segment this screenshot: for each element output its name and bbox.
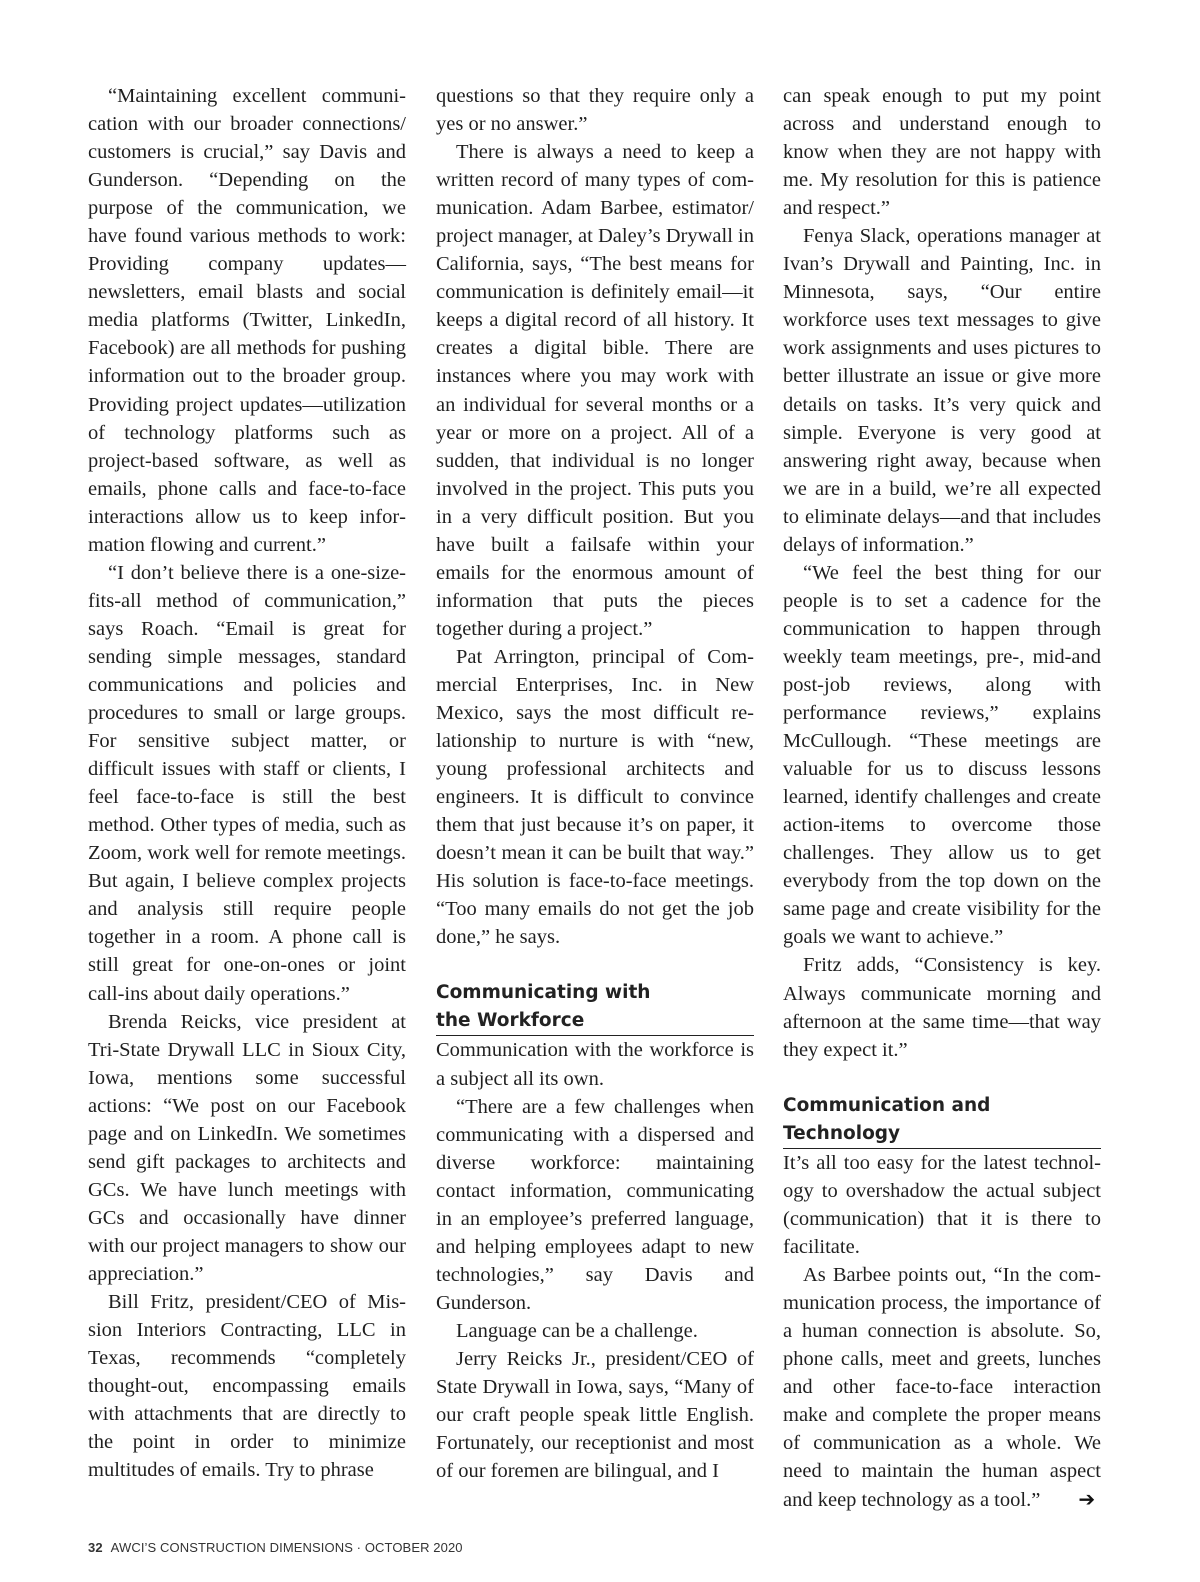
article-column-3 xyxy=(783,82,1101,1514)
paragraph: “I don’t believe there is a one-size-​fits-all method of communication,” says Roach. “Email is great for sending simple messages, standard communications and policies and procedures to small or large groups. For sensitive subject matter, or difficult issues with staff or clients, I feel face-to-face is still the best method. Other types of media, such as Zoom, work well for remote meetings. But again, I believe complex projects and analysis still require people together in a room. A phone call is still great for one-​on-ones or joint call-ins about daily operations.” xyxy=(88,561,406,1005)
right-arrow-icon: ➔ xyxy=(1078,1487,1096,1512)
section-heading-workforce xyxy=(436,979,754,1036)
paragraph: It’s all too easy for the latest technology to overshadow the actual subject (communication) that it is there to facilitate. xyxy=(783,1151,1101,1258)
paragraph: Jerry Reicks Jr., president/CEO of State Drywall in Iowa, says, “Many of our craft people speak little English. Fortunately, our receptionist and most of our foremen are bilingual, and I xyxy=(436,1347,754,1483)
page-number: 32 xyxy=(88,1540,103,1555)
paragraph: Communication with the workforce is a subject all its own. xyxy=(436,1039,754,1090)
paragraph-text: As Barbee points out, “In the communication process, the importance of a human connection is absolute. So, phone calls, meet and greets, lunches and other face-to-face interaction make and complete the proper means of communication as a whole. We need to maintain the human aspect and keep technology as a tool.” xyxy=(783,1263,1101,1512)
paragraph-with-arrow xyxy=(783,1261,1101,1514)
article-column-2 xyxy=(436,82,754,1485)
paragraph: can speak enough to put my point across and understand enough to know when they are not happy with me. My resolution for this is patience and respect.” xyxy=(783,85,1101,220)
paragraph: questions so that they require only a yes or no answer.” xyxy=(436,85,754,136)
paragraph: Brenda Reicks, vice president at Tri-State Drywall LLC in Sioux City, Iowa, mentions some successful actions: “We post on our Facebook page and on LinkedIn. We sometimes send gift packages to architects and GCs. We have lunch meetings with GCs and occasionally have dinner with our project managers to show our appreciation.” xyxy=(88,1010,406,1285)
section-heading-line: the Workforce xyxy=(436,1010,585,1032)
paragraph: Language can be a challenge. xyxy=(456,1319,698,1342)
paragraph: There is always a need to keep a written record of many types of communication. Adam Barbee, estimator/​project manager, at Daley’s Drywall in California, says, “The best means for communication is definitely email—it keeps a digital record of all history. It creates a digital bible. There are instances where you may work with an individual for several months or a year or more on a project. All of a sudden, that individual is no longer involved in the project. This puts you in a very difficult position. But you have built a failsafe within your emails for the enormous amount of information that puts the pieces together during a project.” xyxy=(436,141,754,640)
paragraph: Fenya Slack, operations manager at Ivan’s Drywall and Painting, Inc. in Minnesota, says, “Our entire workforce uses text messages to give work assignments and uses pictures to better illustrate an issue or give more details on tasks. It’s very quick and simple. Everyone is very good at answering right away, because when we are in a build, we’re all expected to eliminate delays—and that includes delays of information.” xyxy=(783,225,1101,556)
article-column-1 xyxy=(88,82,406,1484)
paragraph: Bill Fritz, president/CEO of Mission Interiors Contracting, LLC in Texas, recommends “completely thought-out, encompassing emails with attachments that are directly to the point in order to minimize multitudes of emails. Try to phrase xyxy=(88,1291,406,1482)
page-footer xyxy=(88,1540,463,1555)
paragraph: Pat Arrington, principal of Commercial Enterprises, Inc. in New Mexico, says the most difficult relationship to nurture is with “new, young professional architects and engineers. It is difficult to convince them that just because it’s on paper, it doesn’t mean it can be built that way.” His solution is face-to-face meetings. “Too many emails do not get the job done,” he says. xyxy=(436,645,754,949)
paragraph: “We feel the best thing for our people is to set a cadence for the communication to happen through weekly team meetings, pre-, mid-​and post-job reviews, along with performance reviews,” explains McCullough. “These meetings are valuable for us to discuss lessons learned, identify challenges and create action-items to overcome those challenges. They allow us to get everybody from the top down on the same page and create visibility for the goals we want to achieve.” xyxy=(783,561,1101,949)
paragraph: “There are a few challenges when communicating with a dispersed and diverse workforce: maintaining contact information, communicating in an employee’s preferred language, and helping employees adapt to new technologies,” say Davis and Gunderson. xyxy=(436,1095,754,1314)
paragraph: “Maintaining excellent communication with our broader connections/​customers is crucial,” say Davis and Gunderson. “Depending on the purpose of the communication, we have found various methods to work: Providing company updates—​newsletters, email blasts and social media platforms (Twitter, LinkedIn, Facebook) are all methods for pushing information out to the broader group. Providing project updates—utilization of technology platforms such as project-based software, as well as emails, phone calls and face-to-face interactions allow us to keep information flowing and current.” xyxy=(88,85,406,556)
section-heading-line: Communicating with xyxy=(436,982,651,1004)
paragraph: Fritz adds, “Consistency is key. Always communicate morning and afternoon at the same time—that way they expect it.” xyxy=(783,954,1101,1061)
publication-info: AWCI’S CONSTRUCTION DIMENSIONS · OCTOBER 2020 xyxy=(110,1540,463,1555)
section-heading-technology: Communication and Technology xyxy=(783,1092,1101,1149)
